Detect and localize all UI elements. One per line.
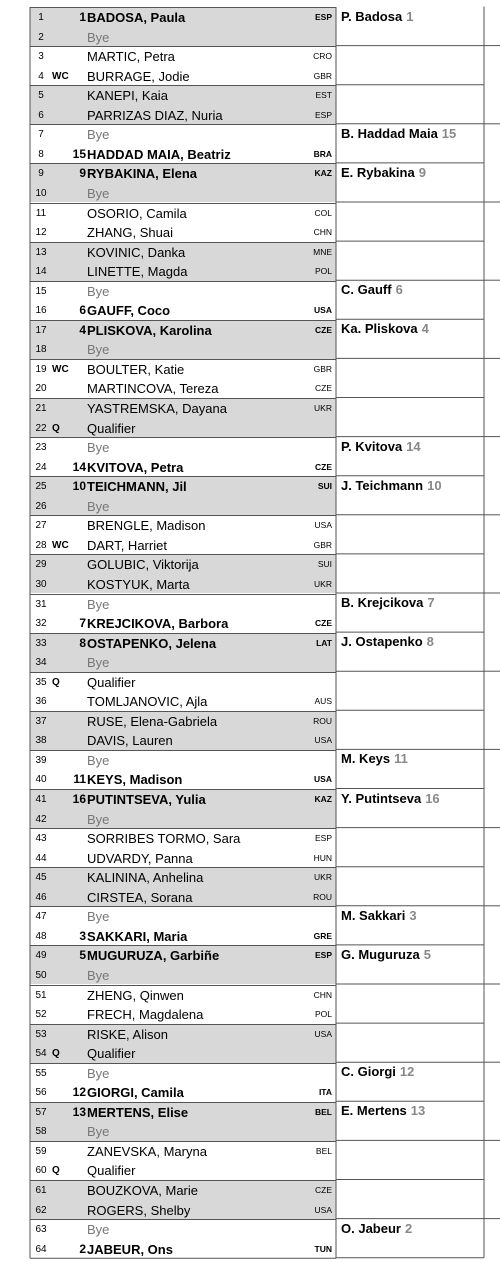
seed-number: 9 [79,166,86,181]
draw-position: 1 [38,12,44,23]
player-country: CZE [315,461,332,472]
draw-position: 59 [35,1145,47,1157]
player-name: LINETTE, Magda [87,264,188,280]
player-name: JABEUR, Ons [87,1241,173,1257]
entry-tag: WC [52,539,69,551]
draw-position: 32 [35,618,47,629]
draw-position: 30 [35,578,47,590]
draw-position: 17 [35,324,47,336]
player-name: Bye [87,811,110,827]
player-name: KOSTYUK, Marta [87,576,190,592]
player-name: Qualifier [87,1163,136,1179]
player-name: Bye [87,1222,110,1238]
player-name: FRECH, Magdalena [87,1007,204,1022]
player-country: ITA [318,1087,332,1098]
player-country: SUI [317,559,332,570]
player-country: USA [314,774,332,785]
player-name: MARTINCOVA, Tereza [87,381,219,397]
player-country: GRE [313,930,332,941]
draw-position: 64 [35,1243,47,1255]
player-country: BEL [315,1106,332,1117]
second-round-name: P. Kvitova [341,438,403,454]
draw-position: 14 [35,266,47,278]
player-country: CZE [315,324,332,335]
entry-tag: Q [52,676,60,688]
draw-position: 6 [38,109,44,121]
draw-position: 27 [35,520,47,532]
second-round-name: Y. Putintseva [341,790,422,806]
player-country: MNE [313,246,332,257]
player-name: ZANEVSKA, Maryna [87,1143,207,1159]
player-country: TUN [314,1243,332,1254]
player-country: USA [314,520,332,531]
seed-number: 14 [72,459,86,474]
player-name: MARTIC, Petra [87,49,175,65]
player-name: YASTREMSKA, Dayana [87,401,227,416]
draw-position: 57 [35,1106,47,1118]
seed-number: 11 [73,772,86,787]
draw-position: 38 [35,735,47,747]
player-country: LAT [316,637,332,648]
player-name: PUTINTSEVA, Yulia [87,792,206,807]
player-name: GAUFF, Coco [87,303,171,319]
draw-position: 52 [35,1009,47,1020]
player-country: ESP [314,12,332,22]
player-name: SAKKARI, Maria [87,928,188,944]
player-country: GBR [313,363,332,374]
player-name: BRENGLE, Madison [87,518,206,534]
draw-position: 28 [35,539,47,551]
second-round-seed: 14 [406,438,421,454]
second-round-name: O. Jabeur [341,1220,401,1236]
draw-position: 40 [35,774,47,786]
seed-number: 3 [79,928,86,943]
draw-position: 3 [38,51,44,63]
seed-number: 2 [79,1241,86,1256]
player-country: AUS [314,696,332,707]
draw-position: 35 [35,676,47,688]
second-round-seed: 16 [425,790,440,806]
second-round-seed: 12 [399,1064,415,1080]
second-round-name: C. Gauff [341,282,392,298]
player-name: KANEPI, Kaia [87,88,168,104]
draw-position: 47 [35,911,47,923]
player-name: TEICHMANN, Jil [87,479,187,495]
draw-position: 22 [35,422,47,434]
player-country: CHN [313,227,332,237]
player-name: Bye [87,909,110,925]
player-name: KEYS, Madison [87,772,183,788]
player-name: Bye [87,967,110,983]
entry-tag: Q [52,1165,60,1177]
player-country: POL [314,266,332,277]
player-name: BURRAGE, Jodie [87,68,190,84]
entry-tag: WC [52,70,69,82]
player-name: PLISKOVA, Karolina [87,322,212,338]
player-name: GIORGI, Camila [87,1085,184,1101]
draw-position: 50 [35,969,47,981]
player-country: GBR [313,539,332,550]
draw-position: 18 [35,344,47,356]
second-round-name: J. Teichmann [341,477,424,493]
seed-number: 6 [79,303,86,318]
player-country: UKR [314,872,332,883]
draw-position: 41 [35,794,47,805]
player-name: RYBAKINA, Elena [87,166,198,182]
player-name: KREJCIKOVA, Barbora [87,616,229,631]
player-name: UDVARDY, Panna [87,850,193,866]
draw-position: 54 [35,1048,47,1060]
draw-position: 49 [35,950,47,962]
second-round-name: M. Keys [341,751,391,767]
player-country: KAZ [314,794,332,804]
player-name: Qualifier [87,1046,136,1062]
draw-position: 7 [38,129,44,141]
player-country: CHN [313,989,332,1000]
second-round-name: Ka. Pliskova [341,321,418,337]
player-country: ROU [313,891,332,902]
player-name: DAVIS, Lauren [87,733,173,749]
draw-position: 39 [35,754,47,766]
draw-position: 56 [35,1087,47,1099]
draw-position: 9 [38,168,44,180]
draw-position: 8 [38,148,44,160]
player-country: KAZ [314,168,332,179]
draw-position: 12 [35,227,47,238]
second-round-seed: 13 [410,1103,426,1119]
second-round-seed: 2 [404,1220,413,1236]
second-round-name: J. Ostapenko [341,634,423,650]
draw-position: 24 [35,461,47,473]
player-name: ZHENG, Qinwen [87,987,184,1003]
draw-position: 4 [38,70,44,82]
player-country: COL [314,207,332,218]
player-name: DART, Harriet [87,537,167,553]
draw-position: 58 [35,1126,47,1138]
second-round-seed: 5 [423,946,431,962]
player-name: BOUZKOVA, Marie [87,1183,199,1198]
draw-position: 10 [35,187,47,199]
player-name: Bye [87,185,110,201]
player-name: OSORIO, Camila [87,205,187,221]
seed-number: 12 [72,1085,86,1100]
seed-number: 5 [79,948,86,963]
draw-position: 2 [38,31,44,43]
second-round-seed: 9 [418,164,426,180]
seed-number: 13 [72,1104,86,1119]
draw-position: 36 [35,696,47,708]
second-round-seed: 15 [441,125,457,141]
entry-tag: Q [52,422,60,434]
draw-position: 11 [35,207,47,219]
draw-position: 20 [35,383,47,395]
second-round-seed: 4 [421,321,429,337]
player-country: SUI [317,481,332,492]
player-name: KOVINIC, Danka [87,244,186,260]
draw-position: 21 [35,403,47,414]
draw-position: 29 [35,559,47,571]
entry-tag: Q [52,1048,60,1060]
player-name: Bye [87,342,110,358]
player-name: Bye [87,655,110,671]
draw-position: 61 [35,1185,47,1196]
draw-position: 53 [35,1028,47,1040]
draw-position: 55 [35,1067,47,1079]
player-name: Bye [87,283,110,299]
entry-tag: WC [52,363,69,375]
player-name: Bye [87,498,110,514]
second-round-seed: 11 [394,751,408,767]
player-country: CRO [313,51,332,62]
player-name: Qualifier [87,674,136,690]
second-round-name: B. Haddad Maia [341,125,438,141]
player-name: SORRIBES TORMO, Sara [87,831,241,847]
draw-position: 13 [35,246,47,258]
seed-number: 16 [72,792,86,806]
seed-number: 10 [72,479,86,494]
draw-position: 33 [35,637,47,649]
player-country: USA [314,305,332,316]
player-name: Bye [87,127,110,143]
draw-position: 16 [35,305,47,317]
player-country: USA [314,735,332,746]
player-name: Bye [87,440,110,456]
draw-position: 25 [35,481,47,493]
second-round-seed: 3 [409,907,417,923]
draw-position: 46 [35,891,47,903]
draw-position: 23 [35,442,47,454]
draw-position: 62 [35,1204,47,1216]
player-country: ROU [313,715,332,726]
draw-position: 48 [35,930,47,942]
second-round-name: B. Krejcikova [341,595,424,610]
draw-position: 44 [35,852,47,864]
player-country: ESP [314,950,332,961]
second-round-name: G. Muguruza [341,946,420,962]
player-name: Bye [87,1124,110,1140]
player-name: Qualifier [87,420,136,436]
player-country: UKR [314,403,332,413]
draw-position: 51 [35,989,47,1001]
draw-position: 43 [35,833,47,845]
second-round-seed: 6 [395,282,403,298]
seed-number: 15 [72,146,86,161]
player-country: USA [314,1204,332,1215]
draw-position: 31 [35,598,47,610]
second-round-seed: 10 [427,477,442,493]
player-name: HADDAD MAIA, Beatriz [87,146,231,162]
player-name: ROGERS, Shelby [87,1202,191,1218]
player-name: RUSE, Elena-Gabriela [87,713,218,729]
player-name: ZHANG, Shuai [87,225,173,240]
second-round-seed: 7 [427,595,435,610]
second-round-seed: 8 [426,634,434,650]
player-country: GBR [313,70,332,81]
player-country: BRA [313,148,332,159]
player-country: ESP [314,109,332,120]
second-round-name: M. Sakkari [341,907,406,923]
draw-position: 60 [35,1165,47,1177]
player-name: Bye [87,752,110,768]
player-name: OSTAPENKO, Jelena [87,635,217,651]
player-name: Bye [87,1065,110,1081]
player-country: CZE [315,1185,332,1195]
draw-position: 34 [35,657,47,669]
player-name: KALININA, Anhelina [87,870,204,886]
second-round-name: E. Rybakina [341,164,415,180]
player-country: USA [314,1028,332,1039]
player-name: CIRSTEA, Sorana [87,889,193,905]
player-name: KVITOVA, Petra [87,459,184,475]
player-name: Bye [87,596,110,612]
player-name: BADOSA, Paula [87,10,186,25]
draw-position: 5 [38,90,44,102]
player-name: MERTENS, Elise [87,1104,189,1120]
draw-position: 26 [35,500,47,512]
player-country: BEL [315,1145,332,1156]
draw-position: 63 [35,1224,47,1236]
seed-number: 1 [79,10,86,24]
second-round-name: E. Mertens [341,1103,407,1119]
draw-position: 42 [35,813,47,825]
player-country: HUN [313,852,332,863]
draw-position: 15 [35,285,47,297]
draw-position: 37 [35,715,47,727]
draw-position: 45 [35,872,47,884]
second-round-name: C. Giorgi [341,1064,396,1080]
player-name: BOULTER, Katie [87,361,185,377]
player-name: RISKE, Alison [87,1026,168,1042]
seed-number: 7 [79,616,86,630]
player-country: UKR [314,578,332,589]
player-name: TOMLJANOVIC, Ajla [87,694,208,710]
second-round-seed: 1 [406,8,414,24]
player-country: EST [315,90,332,101]
seed-number: 4 [79,322,86,337]
player-country: ESP [314,833,332,844]
draw-position: 19 [35,363,47,375]
player-name: PARRIZAS DIAZ, Nuria [87,107,223,123]
player-name: GOLUBIC, Viktorija [87,557,199,573]
player-country: POL [314,1009,332,1019]
player-name: MUGURUZA, Garbiñe [87,948,220,964]
player-name: Bye [87,29,110,45]
player-country: CZE [315,618,332,628]
second-round-name: P. Badosa [341,8,403,24]
seed-number: 8 [79,635,86,650]
player-country: CZE [315,383,332,394]
